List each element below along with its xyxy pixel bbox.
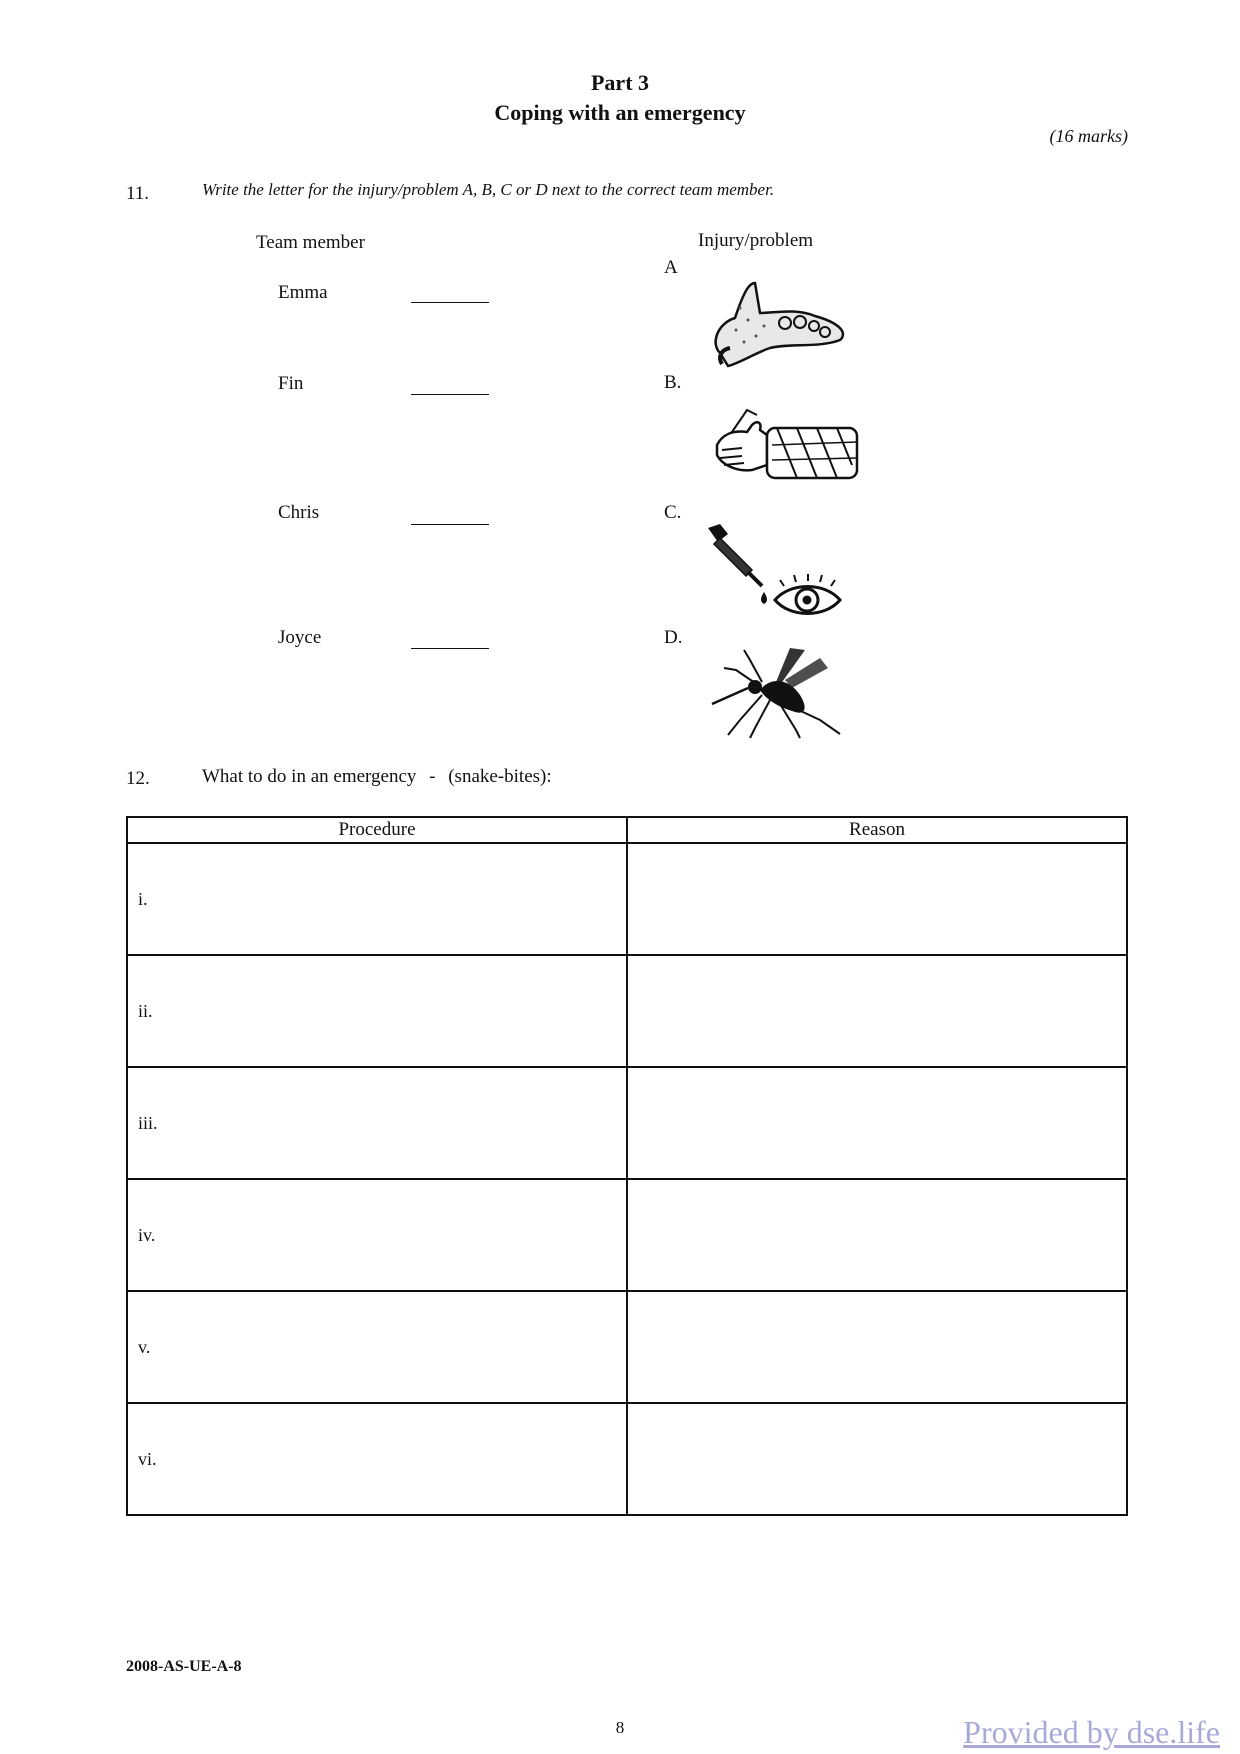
question-12-number: 12. [126, 768, 150, 789]
reason-cell[interactable] [627, 843, 1127, 955]
marks-label: (16 marks) [1049, 126, 1128, 146]
procedure-cell[interactable] [127, 1291, 627, 1403]
procedure-cell[interactable] [127, 1403, 627, 1515]
table-row [127, 955, 1127, 1067]
procedure-cell[interactable] [127, 955, 627, 1067]
page-number: 8 [615, 1718, 625, 1737]
question-12-prompt-text: What to do in an emergency [202, 766, 417, 787]
answer-blank-fin[interactable] [411, 394, 489, 395]
injury-header: Injury/problem [698, 230, 814, 251]
member-emma: Emma [278, 282, 328, 303]
table-row [127, 843, 1127, 955]
mosquito-icon [700, 640, 850, 740]
question-12-topic: (snake-bites): [448, 766, 552, 787]
procedure-cell[interactable] [127, 1067, 627, 1179]
table-header-row [127, 817, 1127, 843]
reason-cell[interactable] [627, 955, 1127, 1067]
row-numeral: iv. [138, 1224, 156, 1245]
row-numeral: ii. [138, 1000, 153, 1021]
reason-column-header: Reason [627, 817, 1127, 843]
table-row [127, 1179, 1127, 1291]
question-12-prompt [202, 766, 552, 788]
eye-dropper-icon [700, 520, 850, 620]
section-title: Coping with an emergency [494, 100, 746, 125]
member-joyce: Joyce [278, 627, 322, 648]
table-row [127, 1291, 1127, 1403]
answer-blank-chris[interactable] [411, 524, 489, 525]
row-numeral: v. [138, 1336, 151, 1357]
reason-cell[interactable] [627, 1179, 1127, 1291]
row-numeral: iii. [138, 1112, 158, 1133]
option-a-letter: A [664, 257, 678, 278]
question-12-dash: - [429, 766, 436, 787]
part-heading: Part 3 [590, 70, 650, 95]
watermark-link[interactable]: Provided by dse.life [963, 1714, 1220, 1750]
procedure-column-header: Procedure [127, 817, 627, 843]
option-d-letter: D. [664, 627, 683, 648]
table-row [127, 1403, 1127, 1515]
question-11-instruction: Write the letter for the injury/problem A, B, C or D next to the correct team member. [202, 180, 775, 199]
member-fin: Fin [278, 373, 304, 394]
reason-cell[interactable] [627, 1403, 1127, 1515]
row-numeral: vi. [138, 1448, 157, 1469]
option-b-letter: B. [664, 372, 682, 393]
question-11-number: 11. [126, 183, 150, 204]
procedure-cell[interactable] [127, 843, 627, 955]
reason-cell[interactable] [627, 1291, 1127, 1403]
bandaged-arm-icon [712, 390, 862, 490]
team-member-header: Team member [256, 232, 365, 253]
table-row [127, 1067, 1127, 1179]
member-chris: Chris [278, 502, 320, 523]
procedure-cell[interactable] [127, 1179, 627, 1291]
option-c-letter: C. [664, 502, 682, 523]
answer-blank-joyce[interactable] [411, 648, 489, 649]
blistered-foot-icon [700, 278, 850, 378]
reason-cell[interactable] [627, 1067, 1127, 1179]
row-numeral: i. [138, 888, 148, 909]
procedure-reason-table [126, 816, 1128, 1516]
answer-blank-emma[interactable] [411, 302, 489, 303]
paper-code: 2008-AS-UE-A-8 [126, 1658, 242, 1675]
